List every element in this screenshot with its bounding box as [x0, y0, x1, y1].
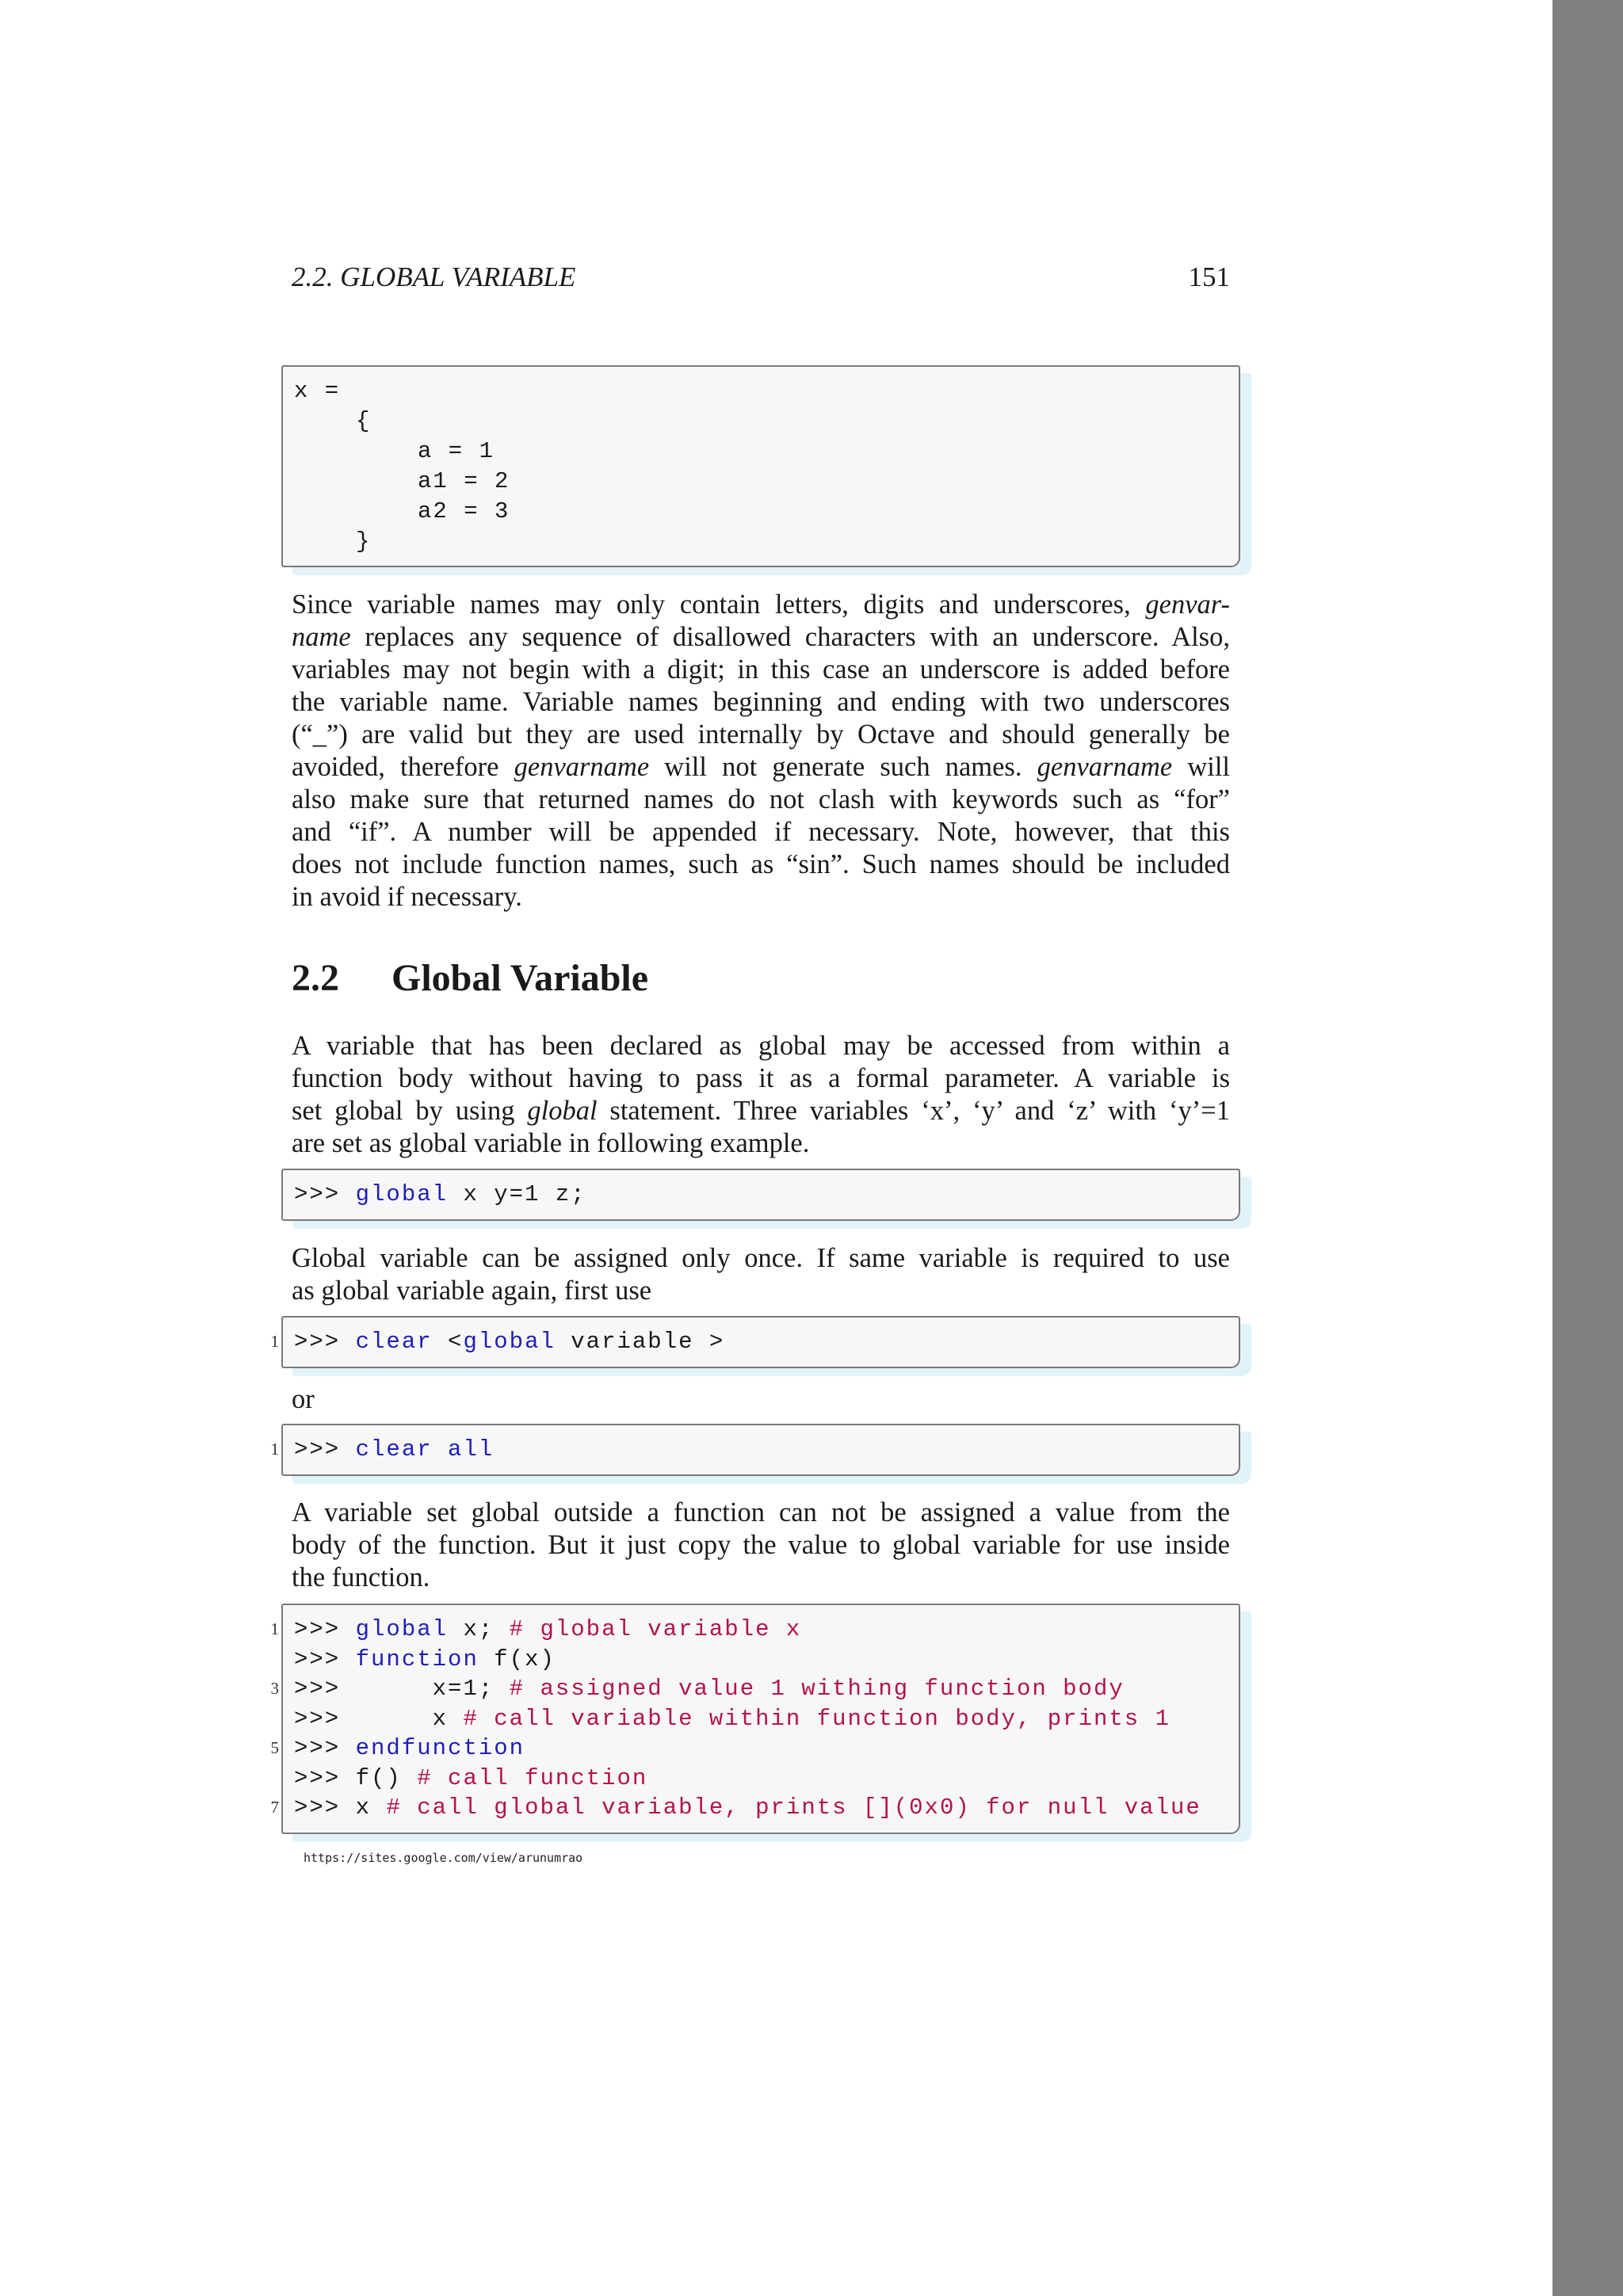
code-line: >>> x=1; # assigned value 1 withing function body — [294, 1676, 1125, 1702]
text-line: also make sure that returned names do not clash with keywords such as “for” — [292, 784, 1230, 814]
section-title: Global Variable — [391, 957, 649, 999]
code-line: >>> x # call variable within function body, prints 1 — [294, 1706, 1170, 1732]
text-line: name replaces any sequence of disallowed characters with an underscore. Also, — [292, 622, 1230, 652]
footer-url: https://sites.google.com/view/arunumrao — [304, 1851, 583, 1865]
text-line: and “if”. A number will be appended if necessary. Note, however, that this — [292, 817, 1230, 847]
paragraph-global-intro — [292, 1030, 1230, 1160]
text-line: set global by using global statement. Three variables ‘x’, ‘y’ and ‘z’ with ‘y’=1 — [292, 1096, 1230, 1126]
text-line: the variable name. Variable names beginning and ending with two underscores — [292, 687, 1230, 717]
code-line: } — [356, 528, 372, 555]
code-line: a2 = 3 — [418, 498, 510, 524]
line-number: 3 — [270, 1679, 279, 1698]
code-line: >>> global x y=1 z; — [294, 1181, 586, 1207]
code-line: a = 1 — [418, 438, 495, 464]
section-heading — [292, 956, 648, 1000]
text-line: does not include function names, such as “sin”. Such names should be included — [292, 849, 1230, 879]
code-function-example — [281, 1604, 1240, 1834]
or-text: or — [292, 1384, 315, 1414]
line-number: 5 — [270, 1738, 279, 1757]
code-line: >>> endfunction — [294, 1735, 525, 1761]
page-number: 151 — [1188, 261, 1230, 292]
code-line: { — [356, 408, 372, 434]
text-line: Since variable names may only contain letters, digits and underscores, genvar- — [292, 589, 1230, 620]
code-line: x = — [294, 378, 341, 404]
text-line: function body without having to pass it as a formal parameter. A variable is — [292, 1063, 1230, 1093]
line-number: 1 — [270, 1332, 279, 1351]
code-line: >>> f() # call function — [294, 1765, 648, 1791]
paragraph-global-outside — [292, 1497, 1230, 1594]
running-head — [292, 261, 1230, 296]
text-line: are set as global variable in following example. — [292, 1128, 810, 1158]
line-number: 1 — [270, 1440, 279, 1459]
section-number: 2.2 — [292, 957, 339, 999]
text-line: (“_”) are valid but they are used internally by Octave and should generally be — [292, 719, 1230, 749]
code-line: >>> function f(x) — [294, 1646, 556, 1672]
line-number: 1 — [270, 1619, 279, 1638]
text-line: A variable set global outside a function can not be assigned a value from the — [292, 1497, 1230, 1527]
code-clear-all — [281, 1424, 1240, 1476]
paragraph-genvarname — [292, 589, 1230, 913]
text-line: in avoid if necessary. — [292, 882, 522, 912]
code-clear-global — [281, 1316, 1240, 1368]
code-line: >>> clear all — [294, 1436, 495, 1463]
code-line: a1 = 2 — [418, 468, 510, 494]
line-number: 7 — [270, 1798, 279, 1817]
text-line: body of the function. But it just copy the value to global variable for use inside — [292, 1530, 1230, 1560]
text-line: as global variable again, first use — [292, 1276, 652, 1306]
code-line: >>> global x; # global variable x — [294, 1616, 802, 1642]
text-line: the function. — [292, 1562, 430, 1592]
text-line: Global variable can be assigned only once. If same variable is required to use — [292, 1243, 1230, 1273]
text-line: variables may not begin with a digit; in this case an underscore is added before — [292, 654, 1230, 685]
page-margin-bar — [1552, 0, 1623, 2296]
code-global-declaration — [281, 1169, 1240, 1221]
paragraph-assigned-once — [292, 1242, 1230, 1307]
running-head-section: 2.2. GLOBAL VARIABLE — [292, 261, 576, 292]
text-line: avoided, therefore genvarname will not generate such names. genvarname will — [292, 752, 1230, 782]
code-line: >>> clear <global variable > — [294, 1329, 725, 1355]
code-line: >>> x # call global variable, prints [](0x0) for null value — [294, 1794, 1201, 1821]
struct-output-box — [281, 365, 1240, 567]
text-line: A variable that has been declared as global may be accessed from within a — [292, 1031, 1230, 1061]
